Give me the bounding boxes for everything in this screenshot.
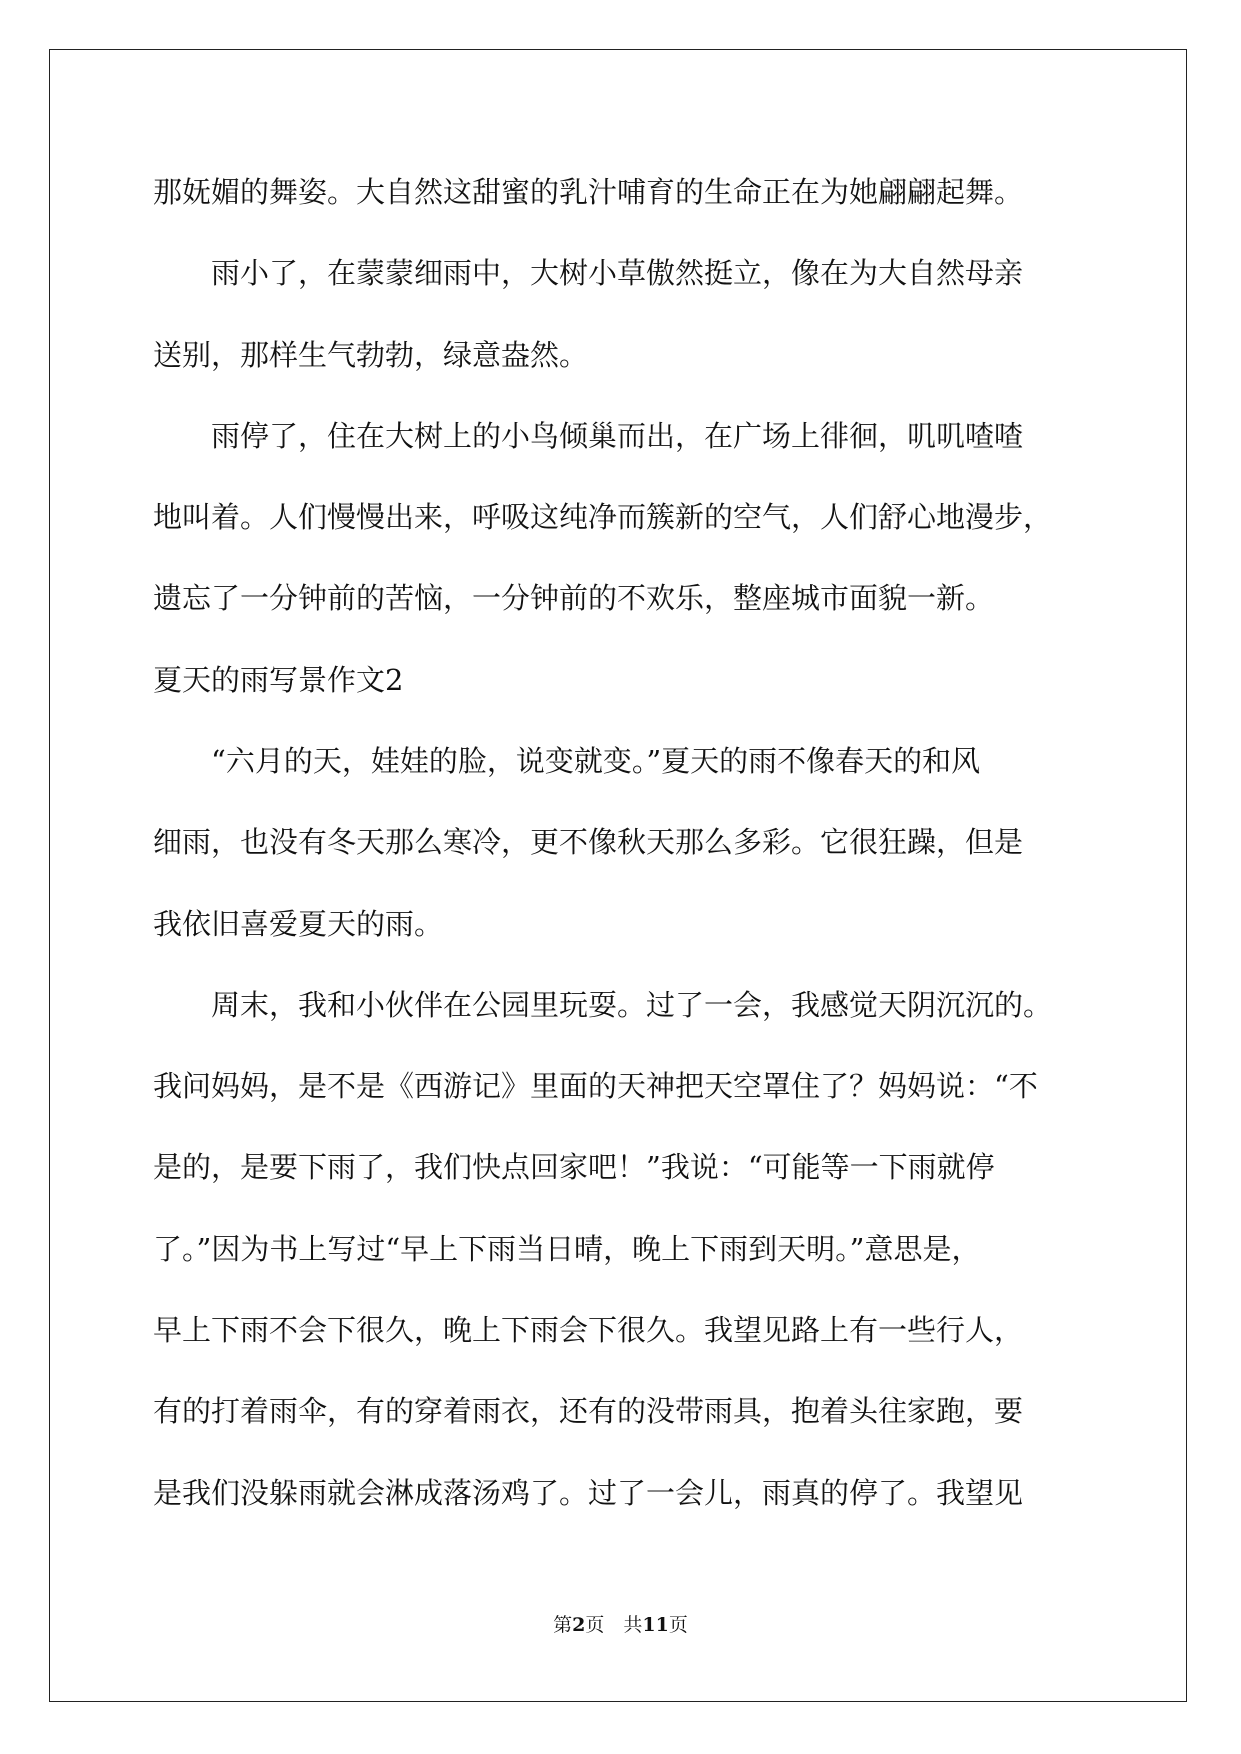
footer-mid: 页 共: [585, 1614, 643, 1636]
text-line-12: 我问妈妈，是不是《西游记》里面的天神把天空罩住了？妈妈说：“不: [153, 1069, 1038, 1103]
text-line-3: 送别，那样生气勃勃，绿意盎然。: [153, 338, 589, 372]
page-footer: [0, 1610, 1241, 1637]
text-line-10: 我依旧喜爱夏天的雨。: [153, 907, 444, 941]
text-line-17: 是我们没躲雨就会淋成落汤鸡了。过了一会儿，雨真的停了。我望见: [153, 1476, 1024, 1510]
text-line-1: 那妩媚的舞姿。大自然这甜蜜的乳汁哺育的生命正在为她翩翩起舞。: [153, 175, 1024, 209]
text-line-2: 雨小了，在蒙蒙细雨中，大树小草傲然挺立，像在为大自然母亲: [153, 256, 1024, 290]
text-line-5: 地叫着。人们慢慢出来，呼吸这纯净而簇新的空气，人们舒心地漫步，: [153, 500, 1053, 534]
text-line-13: 是的，是要下雨了，我们快点回家吧！”我说：“可能等一下雨就停: [153, 1150, 995, 1184]
total-pages-number: 11: [642, 1614, 669, 1636]
text-line-16: 有的打着雨伞，有的穿着雨衣，还有的没带雨具，抱着头往家跑，要: [153, 1394, 1024, 1428]
text-line-6: 遗忘了一分钟前的苦恼，一分钟前的不欢乐，整座城市面貌一新。: [153, 581, 995, 615]
text-line-15: 早上下雨不会下很久，晚上下雨会下很久。我望见路上有一些行人，: [153, 1313, 1024, 1347]
text-line-8: “六月的天，娃娃的脸，说变就变。”夏天的雨不像春天的和风: [153, 744, 981, 778]
current-page-number: 2: [572, 1614, 586, 1636]
footer-prefix: 第: [553, 1614, 573, 1636]
text-line-4: 雨停了，住在大树上的小鸟倾巢而出，在广场上徘徊，叽叽喳喳: [153, 419, 1024, 453]
text-line-14: 了。”因为书上写过“早上下雨当日晴，晚上下雨到天明。”意思是，: [153, 1232, 981, 1266]
text-line-11: 周末，我和小伙伴在公园里玩耍。过了一会，我感觉天阴沉沉的。: [153, 988, 1053, 1022]
text-line-9: 细雨，也没有冬天那么寒冷，更不像秋天那么多彩。它很狂躁，但是: [153, 825, 1024, 859]
section-heading: 夏天的雨写景作文2: [153, 663, 404, 697]
page-border: [49, 49, 1187, 1702]
footer-suffix: 页: [668, 1614, 688, 1636]
